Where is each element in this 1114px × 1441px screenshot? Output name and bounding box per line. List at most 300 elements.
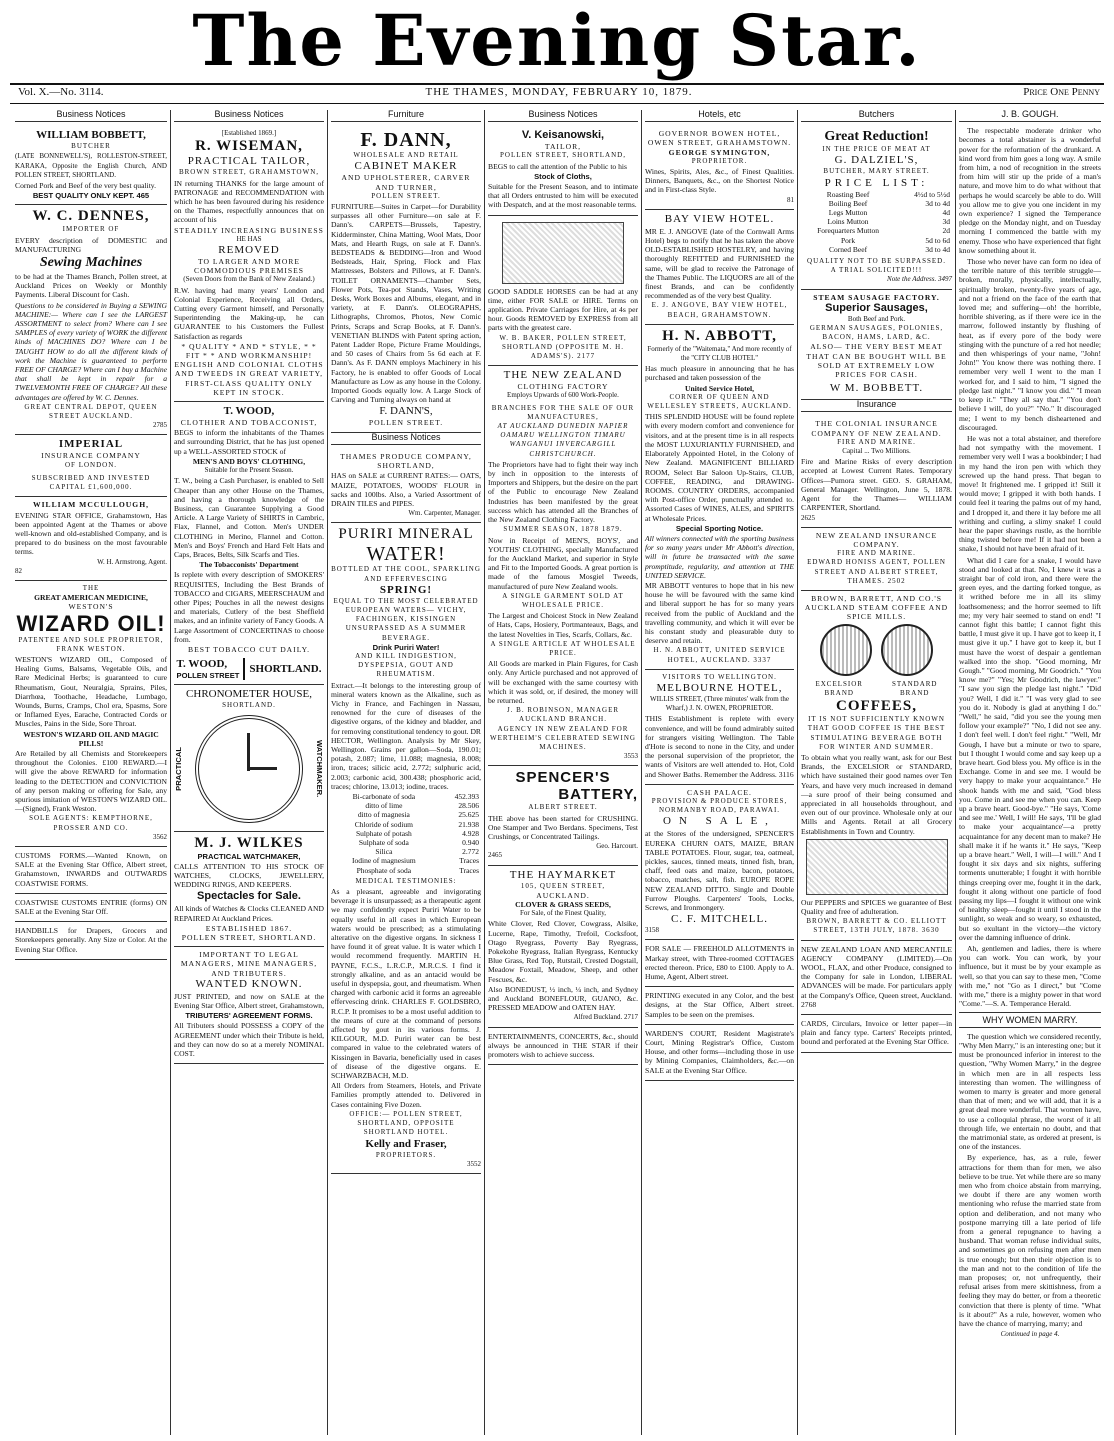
- ad-body: CARDS, Circulars, Invoice or letter paper—in plain and fancy type. Carters' Receipts printed, bound and perforated at the Evening Star Office.: [801, 1019, 952, 1047]
- ad-signature: Note the Address. 3497: [887, 275, 952, 284]
- ad-title: CHRONOMETER HOUSE,: [186, 688, 312, 701]
- ad-address: BUTCHER, MARY STREET.: [823, 167, 930, 176]
- item-name: Boiling Beef: [828, 198, 868, 208]
- analysis-row: [331, 801, 481, 810]
- ad-text: ENGLISH AND COLONIAL CLOTHS AND TWEEDS IN GREAT VARIETY,: [174, 360, 324, 379]
- item-value: Traces: [459, 865, 479, 875]
- ad-text: HE HAS: [236, 234, 262, 243]
- ad-dalziel: [801, 126, 952, 289]
- ad-headline: SPRING!: [379, 583, 433, 596]
- ad-body: CALLS ATTENTION TO HIS STOCK OF WATCHES, CLOCKS, JEWELLERY, WEDDING RINGS, AND KEEPERS.: [174, 861, 324, 890]
- clock-icon: [195, 715, 303, 823]
- ad-address: OFFICE:— POLLEN STREET, SHORTLAND, OPPOSITE SHORTLAND HOTEL.: [349, 1109, 463, 1137]
- ad-subtitle: FIRE AND MARINE.: [837, 549, 916, 558]
- ad-printing: [645, 987, 794, 1025]
- ad-subtitle: G. DALZIEL'S,: [834, 154, 919, 167]
- badge-label: EXCELSIOR BRAND: [815, 679, 863, 697]
- item-value: 452.393: [454, 791, 479, 801]
- ad-subtitle: PRACTICAL TAILOR,: [187, 155, 311, 168]
- article-paragraph: What did I care for a snake, I would have stood and looked at that. No, I knew it was a straight bar of cold iron, and there were the green eyes, and the darting forked tongue, as it writhed before me in all its slimy loathsomeness; and the horror seemed to lift me; my very hair seemed to stand on end! "I cannot fight this battle; I cannot fight this battle, I must give it up. I have got to keep it, I must give it up." I have got to keep it, but I must have the worst of despair a gentleman walked into the shop. "Good morning, Mr Gough." "Good morning, Mr Goodrich." "You know me?" "Yes; Mr Goodrich, the lawyer." "I saw you sign the pledge last night." "Did you? Well, I did it." "I was very glad to see you do it. Nobody is glad at anything I do." "Well," he said, "did you see the young men follow your example?" "No, I did not see any. I don't feel well. I don't feel right." "Well, Mr Gough, I have but a minute or two to spare, but I thought I would come and say keep up a brave heart. God bless you. My office is in the Exchange. Come in and see me. I would be very happy to make your acquaintance." He shook hands with me and said, "God bless you. Come in and see me when you can. Keep up a brave heart. Good-bye." "He says, 'Come and see me.' Well, I will! He says, 'I'll be glad to make your acquaintance'—a pretty acquaintance for any decent man to make? He shall make it if he wants it." He says, "Keep up a brave heart." Well, I will—I will." And I fought it six days and six nights, suffering torments unutterable; I fought it with horrible things creeping over me, fought it in the dark, fought it along without one particle of food passing my lips—I fought it without one wink of healthy sleep—fought it until I stood in the sunlight, so weak and so weary, so exhausted, but so exultant in the victory—the victory over the damning influence of drink.: [959, 555, 1101, 942]
- column-3: [328, 110, 484, 1435]
- ad-subtitle: PROVISION & PRODUCE STORES, NORMANBY ROAD, PARAWAI.: [651, 797, 788, 815]
- ad-title: THE HAYMARKET: [509, 868, 617, 881]
- price-row: [801, 199, 952, 208]
- ad-text: [Established 1869.]: [221, 129, 277, 138]
- article-gough: [959, 126, 1101, 1008]
- ad-body: Is replete with every description of SMOKERS' REQUISITES, Including the Best Brands of TOBACCO and CIGARS, MEERSCHAUM and other Pipes; Pouches in all the newest designs and materials, Cutlery of the best Sheffield makes, and an infinite variety of Fancy Goods. A Large Assortment of CONCERTINAS to choose from.: [174, 570, 324, 644]
- article-why-women-marry: [959, 1032, 1101, 1329]
- ad-body: MR ABBOTT ventures to hope that in his new house he will be favoured with the same kind and liberal support he has for so many years received from the public of Auckland and the travelling community, and which it will ever be his constant study and pleasurable duty to deserve and retain.: [645, 580, 794, 646]
- article-title: WHY WOMEN MARRY.: [959, 1012, 1101, 1028]
- ad-subtitle: Formerly of the "Waitemata," And more recently of the "CITY CLUB HOTEL": [647, 344, 792, 363]
- ad-body: Fire and Marine Risks of every description accepted at Lowest Current Rates. Temporary Offices—Pumora street. GEO. S. GRAHAM, General Manager. Wellington, June 5, 1878. Agent for the Thames— WILLIAM CARPENTER, Shortland.: [801, 457, 952, 513]
- ad-dann: [331, 126, 481, 432]
- ad-wardens-court: [645, 1025, 794, 1081]
- ad-address: AUCKLAND.: [536, 890, 590, 900]
- analysis-row: [331, 866, 481, 875]
- ad-body: All winners connected with the sporting business for so many years under Mr Abbott's direction, will in future be transacted with the same promptitude, regularity, and attention at THE UNITED SERVICE.: [645, 533, 794, 580]
- ad-colonial-insurance: [801, 416, 952, 527]
- ad-text: A SINGLE ARTICLE AT WHOLESALE PRICE.: [490, 639, 636, 657]
- ad-body: COASTWISE CUSTOMS ENTRIE (forms) ON SALE at the Evening Star Off.: [15, 897, 167, 917]
- ad-headline: WESTON'S WIZARD OIL AND MAGIC PILLS!: [23, 729, 159, 748]
- ad-brown-barrett: [801, 591, 952, 941]
- ad-bay-view: [645, 210, 794, 325]
- ad-number: 3562: [153, 832, 167, 841]
- ad-number: 3158: [645, 926, 659, 935]
- item-value: 4d: [942, 208, 950, 218]
- price-row: [801, 226, 952, 235]
- ad-text: Employs Upwards of 600 Work-People.: [507, 391, 619, 400]
- item-name: Sulphate of potash: [355, 828, 412, 838]
- ad-signature: E. J. ANGOVE, BAY VIEW HOTEL, BEACH, GRAHAMSTOWN.: [651, 301, 788, 319]
- item-value: 3d to 4d: [925, 244, 950, 254]
- ad-body: All kinds of Watches & Clocks CLEANED AND REPAIRED At Auckland Prices.: [174, 904, 324, 923]
- ad-body: HANDBILLS for Drapers, Grocers and Storekeepers generally. Any Size or Color. At the Evening Star Office.: [15, 926, 167, 954]
- ad-body: MR E. J. ANGOVE (late of the Cornwall Arms Hotel) begs to notify that he has taken the above OLD-ESTABLISHED HOSTELRY, and having thoroughly REFITTED and FURNISHED the same, will be glad to receive the Patronage of the Thames Public. The LIQUORS are all of the finest Brands, and can be confidently recommended as of the very best Quality.: [645, 226, 794, 301]
- ad-wilkes: [174, 832, 324, 948]
- ad-text: EQUAL TO THE MOST CELEBRATED EUROPEAN WATERS— VICHY, FACHINGEN, KISSINGEN: [333, 596, 479, 624]
- ad-body: All Tributers should POSSESS a COPY of the AGREEMENT under which their Tribute is held, and they can now do so at a merely NOMINAL COST.: [174, 1021, 324, 1059]
- price-row: [801, 236, 952, 245]
- item-name: Phosphate of soda: [356, 865, 412, 875]
- ad-text: BOTTLED AT THE COOL, SPARKLING AND EFFERVESCING: [331, 565, 481, 583]
- item-name: Forequarters Mutton: [817, 226, 879, 236]
- item-name: Corned Beef: [828, 244, 868, 254]
- item-name: Iodine of magnesium: [351, 856, 416, 866]
- ad-handbills: [15, 922, 167, 960]
- ad-body: HAS on SALE at CURRENT RATES:— OATS, MAIZE, POTATOES, WOODS' FLOUR in sacks and 100lbs. Also, a Varied Assortment of DRAIN TILES and PIPES.: [331, 471, 481, 508]
- ad-body: THIS SPLENDID HOUSE will be found replete with every modern comfort and convenience for visitors, and at the present time is in all respects the MOST LUXURIANTLY FURNISHED, and Elaborately Appointed Hotel, in the Colony of New Zealand. MAGNIFICENT BILLIARD ROOM, Select Bar Saloon Up-Stairs, CLUB, COFFEE, READING, and DRAWING-ROOMS. COUNTRY ORDERS, accompanied with Post-office Order, punctually attended to. Assorted Cases of WINES, ALES, and SPIRITS at Wholesale Prices.: [645, 412, 794, 523]
- ad-text: GERMAN SAUSAGES, POLONIES, BACON, HAMS, LARD, &C.: [809, 324, 944, 342]
- badge-label: STANDARD BRAND: [891, 679, 938, 697]
- ad-title: H. N. ABBOTT,: [662, 327, 777, 344]
- ad-body: All Orders from Steamers, Hotels, and Private Families promptly attended to. Delivered in Cases containing Five Dozen.: [331, 1081, 481, 1109]
- ad-imperial: [15, 435, 167, 497]
- ad-mccullough: [15, 497, 167, 581]
- ad-signature: SOLE AGENTS: KEMPTHORNE, PROSSER AND CO.: [29, 814, 153, 832]
- ad-text: AND KILL INDIGESTION, DYSPEPSIA, GOUT AND RHEUMATISM.: [355, 651, 457, 679]
- top-rule: [10, 83, 1104, 85]
- volume-number: Vol. X.—No. 3114.: [18, 86, 104, 98]
- analysis-row: [331, 838, 481, 847]
- item-name: ditto of magnesia: [357, 810, 410, 820]
- ad-headline: MEN'S AND BOYS' CLOTHING,: [192, 456, 306, 466]
- ad-text: * QUALITY * AND * STYLE, * * FIT * * AND WORKMANSHIP!: [181, 341, 317, 361]
- ad-subtitle: CLOTHING FACTORY: [517, 382, 609, 392]
- ad-body: BEGS to call the attention of the Public to his: [488, 161, 627, 171]
- item-value: 28.506: [458, 801, 479, 811]
- column-6: [798, 110, 955, 1435]
- ad-title: WILLIAM BOBBETT,: [36, 129, 146, 142]
- column-7: [956, 110, 1104, 1435]
- ad-address: POLLEN STREET.: [368, 418, 444, 428]
- ad-body: The Largest and Choicest Stock in New Zealand of Hats, Caps, Hosiery, Portmanteaux, Bags, and the latest Novelties in Ties, Scarfs, Collars, &c.: [488, 611, 638, 639]
- ad-sausage-factory: [801, 290, 952, 401]
- ad-text: UNSURPASSED AS A SUMMER BEVERAGE.: [345, 624, 467, 642]
- ad-text: PROPRIETOR.: [691, 156, 748, 165]
- article-paragraph: He was not a total abstainer, and therefore had not sympathy with the movement. I remember very well I was a bookbinder; I had in my hand the iron pen with which they screwed up the hand press. That began to move! It frightened me. I gripped it! Still it would move; I gripped it with both hands. I could feel it tearing the palms out of my hand, and I dropped it, and there it lay before me all writhing and curling, a slimy snake! I could hear the paper shavings rustle, as the horrible thing twisted before me! If it had not been a snake, I should not have been afraid of it.: [959, 433, 1101, 554]
- label-illustration: [806, 839, 948, 895]
- ad-signature: W M. BOBBETT.: [829, 382, 924, 395]
- ad-title: F. DANN,: [360, 129, 452, 152]
- ad-text: SHORTLAND.: [249, 662, 322, 675]
- ad-body: R.W. having had many years' London and Colonial Experience, Receiving all Orders, Cutting every Garment himself, and Personally Superintending the Making-up, he can GUARANTEE to his Customers the Fullest Satisfaction as regards: [174, 285, 324, 341]
- analysis-row: [331, 792, 481, 801]
- ad-subtitle: FIRE AND MARINE.: [837, 437, 916, 446]
- continued-note: Continued in page 4.: [1000, 1330, 1060, 1339]
- ad-text: (Seven Doors from the Bank of New Zealand.): [183, 275, 315, 284]
- ad-title: Great Reduction!: [824, 129, 929, 145]
- ad-signature: Alfred Buckland. 2717: [573, 1013, 638, 1022]
- ad-abbott: [645, 325, 794, 670]
- ad-text: IN THE PRICE OF MEAT AT: [822, 145, 931, 154]
- ad-text: AT AUCKLAND DUNEDIN NAPIER OAMARU WELLINGTON TIMARU WANGANUI INVERCARGILL CHRISTCHURCH.: [497, 422, 629, 458]
- ad-body: White Clover, Red Clover, Cowgrass, Alsike, Lucerne, Rape, Timothy, Trefoil, Cocksfoot, Otago Ryegrass, Poverty Bay Ryegrass, Pokekohe Ryegrass, Italian Ryegrass, Kentucky Blue Grass, Red Top, Rutstail, Crested Dogstail, Meadow Foxtail, Meadow, Sheep, and other Fescues, &c.: [488, 919, 638, 984]
- analysis-row: [331, 810, 481, 819]
- ad-body: All Goods are marked in Plain Figures, for Cash only. Any Article purchased and not approved of will be exchanged with the same courtesy with which it was sold, or, if desired, the money will be returned.: [488, 659, 638, 705]
- ad-text: A TRIAL SOLICITED!!!: [830, 266, 923, 275]
- ad-title: THAMES PRODUCE COMPANY, SHORTLAND,: [340, 451, 472, 471]
- item-name: Chloride of sodium: [354, 819, 414, 829]
- column-header: Hotels, etc: [645, 110, 794, 122]
- ad-text: TO LARGER AND MORE COMMODIOUS PREMISES: [194, 257, 304, 276]
- ad-headline: Drink Puriri Water!: [372, 642, 440, 652]
- item-name: Bi-carbonate of soda: [352, 791, 416, 801]
- ad-headline: PRICE LIST:: [824, 176, 929, 189]
- ad-subtitle: GEORGE SYMINGTON,: [668, 147, 771, 157]
- ad-title: R. WISEMAN,: [195, 138, 303, 155]
- coffee-badges: [801, 622, 952, 680]
- ad-entertainments: [488, 1028, 638, 1066]
- article-paragraph: The respectable moderate drinker who becomes a total abstainer is a wonderful power for the reformation of the drunkard. A kind word from him goes a long way. A smile from him, a nod of recognition in the streets from him will stir up the pride of a man's nature, and move him to do what without that perhaps he would scarcely be able to do. Will you allow me to give you one incident in my own experience? I signed the Temperance pledge on the Monday night, and on Tuesday morning I commenced the battle with my enemy. Those who have experienced that fight know something about it.: [959, 126, 1101, 255]
- dateline: [18, 86, 1100, 102]
- ad-nz-loan: [801, 941, 952, 1015]
- ad-text: THE: [82, 583, 100, 592]
- ad-text: ESTABLISHED 1867.: [205, 923, 293, 933]
- ad-headline: COFFEES,: [836, 698, 917, 715]
- ad-number: 3553: [624, 752, 638, 761]
- item-value: 0.940: [462, 838, 479, 847]
- ad-subtitle: PRACTICAL WATCHMAKER,: [197, 851, 301, 861]
- item-name: Sulphate of soda: [358, 838, 409, 847]
- ad-number: 81: [787, 195, 794, 204]
- ad-body: Are Retailed by all Chemists and Storekeepers throughout the Colonies. £100 REWARD.—I will give the above REWARD for information leading to the DETECTION and CONVICTION of any person making or offering for Sale, any spurious imitation of WESTON'S WIZARD OIL.—(Signed), Frank Weston.: [15, 748, 167, 814]
- analysis-row: [331, 847, 481, 856]
- ad-subtitle: GREAT AMERICAN MEDICINE,: [34, 593, 148, 603]
- ad-text: IT IS NOT SUFFICIENTLY KNOWN THAT GOOD COFFEE IS THE BEST STIMULATING BEVERAGE BOTH FOR WINTER AND SUMMER.: [807, 715, 946, 751]
- ad-title: BROWN, BARRETT, AND CO.'S AUCKLAND STEAM COFFEE AND SPICE MILLS.: [804, 593, 949, 622]
- item-value: 3d: [942, 217, 950, 227]
- ad-title: W. C. DENNES,: [32, 208, 150, 225]
- ad-cash-palace: [645, 785, 794, 941]
- ad-address: GREAT CENTRAL DEPOT, QUEEN STREET AUCKLAND.: [24, 402, 158, 421]
- ad-headline: Stock of Cloths,: [534, 171, 592, 181]
- item-value: 4.928: [462, 828, 479, 838]
- ad-headline: United Service Hotel,: [685, 383, 754, 393]
- ad-keisanowski: [488, 126, 638, 215]
- ad-wizard-oil: [15, 581, 167, 847]
- item-name: Silica: [375, 847, 393, 857]
- ad-headline: MEDICAL TESTIMONIES:: [355, 876, 457, 885]
- ad-subtitle: SHORTLAND.: [222, 701, 276, 710]
- ad-text: PATENTEE AND SOLE PROPRIETOR, FRANK WESTON.: [18, 635, 164, 653]
- ad-body: THIS Establishment is replete with every convenience, and will be found admirably suited for strangers visiting Wellington. The Table d'Hote is second to none in the City, and under the personal supervision of the proprietor, the wants of Visitors are well attended to. Hot, Cold and Shower Baths. Remember the Address. 3116: [645, 714, 794, 779]
- price-row: [801, 208, 952, 217]
- ad-body: EVENING STAR OFFICE, Grahamstown, Has been appointed Agent at the Thames or above well-known and old-established Company, and is prepared to do business on the most favourable terms.: [15, 510, 167, 557]
- column-4: [485, 110, 641, 1435]
- ad-headline: TRIBUTERS' AGREEMENT FORMS.: [185, 1011, 313, 1021]
- ad-text: CAPITAL £1,600,000.: [49, 483, 133, 492]
- ad-headline: Spectacles for Sale.: [197, 890, 301, 903]
- ad-title: CASH PALACE.: [687, 787, 752, 797]
- ad-headline: Superior Sausages,: [825, 301, 928, 314]
- ad-body: PRINTING executed in any Color, and the best designs, at the Star Office, Albert street. Samples to be seen on the premises.: [645, 991, 794, 1019]
- ad-number: 2625: [801, 513, 815, 522]
- ad-wood: [174, 402, 324, 685]
- ad-body: BEGS to inform the inhabitants of the Thames and surrounding District, that he has just opened up a WELL-ASSORTED STOCK of: [174, 428, 324, 456]
- ad-customs: [15, 847, 167, 894]
- price-row: [801, 245, 952, 254]
- ad-wiseman: [174, 126, 324, 402]
- ad-body: at the Stores of the undersigned, SPENCER'S EUREKA CHURN OATS, MAIZE, BRAN TABLE POTATOES. Flour, sugar, tea, oatmeal, pickles, sauces, tinned meats, tinned fish, bran, chaff, feed oats and maize, bacon, potatoes, tobacco, matches, salt, fish. EUROPE ROPE NEW ZEALAND DITTO. Single and Double Furrow Ploughs. Carpenters' Tools, Locks, Screws, and Ironmongery.: [645, 829, 794, 913]
- analysis-row: [331, 856, 481, 865]
- ad-headline: CABINET MAKER: [354, 160, 458, 173]
- ad-body: GOOD SADDLE HORSES can be had at any time, either FOR SALE or HIRE. Terms on application. Private Carriages for Hire, at 4s per hour. Goods REMOVED by EXPRESS from all parts with the greatest care.: [488, 286, 638, 333]
- ad-title: WILLIAM MCCULLOUGH,: [32, 500, 150, 510]
- ad-body: ENTERTAINMENTS, CONCERTS, &c., should always be announced in THE STAR if their promoters wish to achieve success.: [488, 1031, 638, 1060]
- ad-signature: J. B. ROBINSON, MANAGER AUCKLAND BRANCH.: [506, 706, 620, 724]
- price-row: [801, 190, 952, 199]
- standard-badge-icon: [881, 624, 933, 676]
- ad-tributers: [174, 947, 324, 1064]
- ad-body: WARDEN'S COURT, Resident Magistrate's Court, Mining Registrar's Office, Custom House, and other forms—including those in use by Mining Companies, Claimholders, &c.—on SALE at the Evening Star Office.: [645, 1028, 794, 1075]
- item-value: 3d to 4d: [925, 198, 950, 208]
- ad-number: 2465: [488, 851, 502, 860]
- analysis-table: [331, 792, 481, 875]
- ad-headline: WANTED KNOWN.: [195, 977, 303, 990]
- clock-row: [174, 711, 324, 827]
- masthead-title: The Evening Star.: [192, 0, 922, 82]
- ad-text: SUMMER SEASON, 1878 1879.: [503, 525, 623, 534]
- ad-title: V. Keisanowski,: [521, 129, 605, 142]
- item-name: Legs Mutton: [828, 208, 868, 218]
- ad-signature: C. F. MITCHELL.: [671, 913, 768, 926]
- dateline-rule: [10, 103, 1104, 104]
- ad-text: AGENCY IN NEW ZEALAND FOR WERTHEIM'S CELEBRATED SEWING MACHINES.: [490, 724, 636, 751]
- column-2: [171, 110, 327, 1435]
- ad-headline: The Tobacconists' Department: [199, 560, 299, 570]
- ad-body: WESTON'S WIZARD OIL, Composed of Healing Gums, Balsams, Vegetable Oils, and Rare Medicinal Herbs; is guaranteed to cure Rheumatism, Gout, Neuralgia, Sprains, Piles, Diarrhœa, Toothache, Headache, Lumbago, Wounds, Burns, Cramps, Chol era, Spasms, Sore or Inflamed Eyes, Earache, Contracted Cords or Muscles, Pains in the Side, Sore Throat.: [15, 654, 167, 729]
- item-name: Roasting Beef: [826, 189, 870, 199]
- ad-body: Extract.—It belongs to the interesting group of mineral waters known as the Alkaline, such as Vichy in France, and Fachingen in Nassau, renowned for the cure of diseases of the digestive organs, of the kidney and bladder, and for removing constitutional tendency to gout. DR HECTOR, Wellington. Analysis by Mr Skey, Wellington. Grains per gallon—Soda, 190.01; potash, 2.087; lime, 11.088; magnesia, 8.008; iron, traces; silicic acid, 2.772; sulphuric acid, 2.003; carbonic acid, 300.438; phosphoric acid, traces; chlorine, 13.013; iodine, traces.: [331, 680, 481, 791]
- ad-subtitle: IMPORTER OF: [62, 225, 120, 234]
- ad-subtitle: CLOTHIER AND TOBACCONIST,: [180, 418, 318, 428]
- ad-tagline: BEST QUALITY ONLY KEPT. 465: [32, 191, 150, 201]
- ad-address: POLLEN STREET, SHORTLAND,: [500, 151, 626, 160]
- ad-address: (LATE BONNEWELL'S), ROLLESTON-STREET, KARAKA, Opposite the English Church, AND POLLEN STREET, SHORTLAND.: [15, 152, 167, 179]
- ad-text: VISITORS TO WELLINGTON.: [662, 672, 777, 681]
- ad-signature: Geo. Harcourt.: [596, 842, 638, 851]
- column-header: Business Notices: [488, 110, 638, 122]
- article-paragraph: By experience, has, as a rule, fewer attractions for them than for men, we also believe to be true. Yet while there are so many men who from choice abstain from marrying, we doubt if there are any women worth mentioning who refuse the married state from option and deliberation, and not many who postpone marrying till a late period of life from a general repugnance to having a husband. That woman refuse individual suits, and sometimes go on refusing men after men is true enough; but then their objection is to the man and not to the condition of life the man proposes; or, not unfrequently, their refusal arises from mere skittishness, from a feeling they may do better, or from a theoretic conviction that there is plenty of time. "What is it about?" As a rule, however, women who have the chance of marrying, marry; and: [959, 1153, 1101, 1328]
- ad-text: STEADILY INCREASING BUSINESS: [174, 225, 324, 235]
- ad-title: IMPERIAL: [58, 438, 124, 451]
- ad-body: Corned Pork and Beef of the very best quality.: [15, 181, 157, 191]
- ad-text: PRACTICAL: [174, 746, 183, 791]
- item-value: 21.938: [458, 819, 479, 829]
- ad-title: GOVERNOR BOWEN HOTEL, OWEN STREET, GRAHAMSTOWN.: [647, 129, 792, 148]
- ad-body: T. W., being a Cash Purchaser, is enabled to Sell Cheaper than any other House on the Thames, and having a thorough knowledge of the Business, can Guarantee Supplying a Good Article. A Large Variety of SHIRTS in Cambric, Flax, Flannel, and Cotton. Men's UNDER CLOTHING in Merino, Flannel and Cotton. Men's and Boys' French and Hard Felt Hats and Caps, Braces, Belts, Silk Scarfs and Ties.: [174, 476, 324, 559]
- masthead: [0, 0, 1114, 82]
- ad-address: ALBERT STREET.: [528, 803, 598, 812]
- carriage-illustration: [502, 222, 624, 284]
- ad-title: THE COLONIAL INSURANCE COMPANY OF NEW ZEALAND.: [811, 419, 942, 438]
- article-paragraph: Ah, gentlemen and ladies, there is where you can work. You can work, by your influence, but it must be by your example as well, so that you can say to these men, "Come with me," not "Go as I direct," but "Come with me," there is a mighty power in that word "Come."—S. A. Temperance Herald.: [959, 944, 1101, 1009]
- ad-body: CUSTOMS FORMS.—Wanted Known, on SALE at the Evening Star Office, Albert street, Grahamstown, INWARDS and OUTWARDS COASTWISE FORMS.: [15, 851, 167, 888]
- ad-subtitle: OF LONDON.: [65, 460, 117, 469]
- excelsior-badge-icon: [820, 624, 872, 676]
- ad-text: EDWARD HONISS AGENT, POLLEN STREET AND ALBERT STREET, THAMES. 2502: [807, 558, 946, 585]
- analysis-row: [331, 829, 481, 838]
- ad-title: THE NEW ZEALAND: [503, 369, 623, 382]
- price-table: [801, 190, 952, 254]
- badge-labels: [801, 680, 952, 698]
- ad-body: JUST PRINTED, and now on SALE at the Evening Star Office, Albert street, Grahamstown,: [174, 991, 325, 1010]
- ad-title: BATTERY,: [558, 786, 638, 804]
- column-header: Business Notices: [174, 110, 324, 122]
- item-value: 5d to 6d: [925, 235, 950, 245]
- ad-text: Capital ... Two Millions.: [842, 447, 911, 456]
- ad-cards: [801, 1015, 952, 1053]
- ad-text: Suitable for the Present Season.: [204, 466, 294, 475]
- ad-body: As a pleasant, agreeable and invigorating beverage it is unsurpassed; as a therapeutic agent we may confidently expect Puriri Water to be equally useful in all cases in which European waters would be prescribed; as a stimulating alterative on the digestive organs. In sickness I have found it of great value. It is water which I would recommend frequently. MARTIN H. PAYNE, F.C.S., L.R.C.P., M.R.C.S. I find it strongly alkaline, and as an antacid would be useful in dyspepsia, gout, and rheumatism. When charged with carbonic acid it forms an agreeable effervescing drink. CHARLES F. GOLDSBRO, R.C.P. It promises to be a most useful addition to the means of cure at the command of persons affected by gout in its various forms. J. KILGOUR, M.D. Puriri water can be best compared in value to the celebrated waters of Kissingen in Bavaria, beneficially used in cases of disease of the digestive organs. E. SCHWARZBACH, M.D.: [331, 887, 481, 1081]
- ad-text: WATCHMAKER.: [315, 739, 324, 798]
- ad-text: T. WOOD,: [176, 658, 228, 671]
- ad-number: 82: [15, 566, 22, 575]
- ad-melbourne-hotel: [645, 670, 794, 785]
- ad-body: THE above has been started for CRUSHING. One Stamper and Two Berdans. Specimens, Test Crushings, or Concentrated Tailings.: [488, 813, 638, 841]
- ad-title: IMPORTANT TO LEGAL MANAGERS, MINE MANAGERS, AND TRIBUTERS.: [180, 950, 318, 978]
- ad-text: POLLEN STREET: [176, 671, 240, 681]
- ad-body: EVERY description of DOMESTIC and MANUFACTURING: [15, 235, 167, 254]
- ad-text: Both Beef and Pork.: [847, 314, 906, 323]
- ad-body: Our PEPPERS and SPICES we guarantee of Best Quality and free of adulteration.: [801, 897, 952, 916]
- item-value: 2.772: [462, 847, 479, 857]
- ad-address: POLLEN STREET.: [371, 191, 441, 200]
- ad-subtitle: WESTON'S: [68, 602, 114, 612]
- ad-address: POLLEN STREET, SHORTLAND.: [181, 932, 317, 942]
- ad-headline: ON SALE,: [663, 815, 776, 828]
- ad-text: BRANCHES FOR THE SALE OF OUR MANUFACTURES,: [491, 403, 635, 421]
- ad-title: WATER!: [366, 543, 446, 566]
- ad-title: BAY VIEW HOTEL.: [664, 212, 775, 225]
- ad-governor-bowen: [645, 126, 794, 210]
- column-header: Business Notices: [15, 110, 167, 122]
- ad-signature: H. N. ABBOTT, UNITED SERVICE HOTEL, AUCKLAND. 3337: [653, 646, 786, 664]
- ad-subtitle: TAILOR,: [544, 142, 582, 152]
- ad-body: IN returning THANKS for the large amount of PATRONAGE and RECOMMENDATION with which he has been favoured during his residence on the Thames, respectfully announces that on account of his: [174, 178, 324, 225]
- ad-address: CORNER OF QUEEN AND WELLESLEY STREETS, AUCKLAND.: [647, 392, 792, 411]
- ad-signature: F. DANN'S,: [379, 405, 433, 418]
- ad-body: FOR SALE — FREEHOLD ALLOTMENTS in Markay street, with Three-roomed COTTAGES erected thereon. Price, £80 to £100. Apply to A. Hume, Agent, Albert street.: [645, 944, 794, 982]
- column-header: Insurance: [801, 400, 952, 412]
- ad-signature: W. B. BAKER, POLLEN STREET, SHORTLAND (OPPOSITE M. H. ADAMS'S). 2177: [499, 333, 627, 361]
- ad-dennes: [15, 205, 167, 435]
- ad-headline: Sewing Machines: [39, 255, 143, 271]
- ad-subtitle: WILLIS STREET, (Three minutes' walk from the Wharf,) J. N. OWEN, PROPRIETOR.: [650, 694, 789, 713]
- item-value: 4½d to 5½d: [914, 189, 950, 199]
- article-paragraph: Those who never have can form no idea of the terrible nature of this terrible struggle—broken, morally, physically, intellectually, spiritually broken, twenty-five years of age, and not a friend on the face of the earth that loved me; and suffering—oh! the horrible, horrible shivering, as if there were ice in the marrow, followed instantly by flushing of heat, as if every pore of the body were stinging with the puncture of a red hot needle; and then whisperings of your name, "John! John!" You know there was nothing there. I remember very well I went to the man I worked for, and I said to him, "I signed the pledge last night." "I know you did." "I mean to keep it." "They all say that." "You don't believe I will, do you?" "No." It discouraged me; I went to my bench disheartened and discouraged.: [959, 257, 1101, 432]
- analysis-row: [331, 820, 481, 829]
- ad-signature: [174, 658, 324, 680]
- ad-title: M. J. WILKES: [194, 834, 304, 851]
- ad-body: The Proprietors have had to fight their way inch by inch in opposition to the interests of Importers and Shippers, but the desire on the part of the Public to encourage New Zealand Industries has been manifested by the great success which has attended all the Branches of the New Zealand Clothing Factory.: [488, 459, 638, 525]
- ad-signature: BROWN, BARRETT & CO. ELLIOTT STREET, 13TH JULY, 1878. 3630: [806, 917, 947, 935]
- ad-body: Has much pleasure in announcing that he has purchased and taken possession of the: [645, 364, 794, 383]
- column-5: [642, 110, 797, 1435]
- ad-subtitle: WHOLESALE AND RETAIL: [353, 151, 459, 160]
- ad-title: PURIRI MINERAL: [338, 526, 474, 543]
- column-header: Butchers: [801, 110, 952, 122]
- ad-body: ALSO— THE VERY BEST MEAT THAT CAN BE BOUGHT WILL BE SOLD AT EXTREMELY LOW PRICES FOR CASH.: [806, 342, 947, 380]
- ad-puriri: [331, 523, 481, 1174]
- ad-title: WIZARD OIL!: [16, 610, 166, 636]
- ad-spencer: [488, 766, 638, 865]
- ad-headline: Special Sporting Notice.: [675, 523, 764, 533]
- ad-number: 2785: [153, 421, 167, 430]
- ad-body: Suitable for the Present Season, and to intimate that all Orders entrusted to him will be executed with Despatch, and at the most reasonable terms.: [488, 182, 638, 210]
- ad-coastwise: [15, 894, 167, 922]
- ad-title: NEW ZEALAND INSURANCE COMPANY.: [815, 530, 938, 549]
- ad-bobbett: [15, 126, 167, 205]
- ad-questions: Questions to be considered in Buying a SEWING MACHINE:— Where can I see the LARGEST ASSORTMENT to select from? Where can I see SAMPLES of every variety of WORK the different kinds of MACHINES DO? Where can I be TAUGHT HOW to do all the different kinds of work the Machine is guaranteed to perform FREE OF CHARGE? Where can I buy a Machine that shall be kept in repair for a TWELVEMONTH FREE OF CHARGE? All these advantages are offered by W. C. Dennes.: [15, 300, 167, 402]
- ad-title: STEAM SAUSAGE FACTORY.: [813, 292, 940, 302]
- ad-body: Also BONEDUST, ½ inch, ¼ inch, and Sydney and Auckland BONEFLOUR, GUANO, &c. PRESSED MEADOW and OATEN HAY.: [488, 984, 638, 1013]
- ad-signature: W. H. Armstrong, Agent.: [97, 557, 167, 566]
- ad-haymarket: [488, 866, 638, 1028]
- column-header: Business Notices: [331, 433, 481, 445]
- ad-subtitle: INSURANCE COMPANY: [41, 451, 141, 461]
- item-value: 25.625: [458, 810, 479, 820]
- article-paragraph: The question which we considered recently, "Why Men Marry," is an interesting one; but it must be pronounced inferior in interest to the question, "Why Women Marry," in the degree in which men are in all respects less interesting than women. The willingness of women to marry is greater and more general than that of men; and we will add, that it is a great deal more wonderful. That women have, to use a colloquial phrase, the worst of it all through life, we entertain no doubt, and that the matrimonial state, as ordered at present, is one of the instances.: [959, 1031, 1101, 1152]
- ad-thames-produce: [331, 449, 481, 523]
- ad-baker: [488, 216, 638, 367]
- ad-text: A SINGLE GARMENT SOLD AT WHOLESALE PRICE.: [502, 591, 624, 609]
- item-name: Pork: [840, 235, 856, 245]
- ad-title: MELBOURNE HOTEL,: [656, 681, 783, 694]
- item-value: 2d: [942, 226, 950, 236]
